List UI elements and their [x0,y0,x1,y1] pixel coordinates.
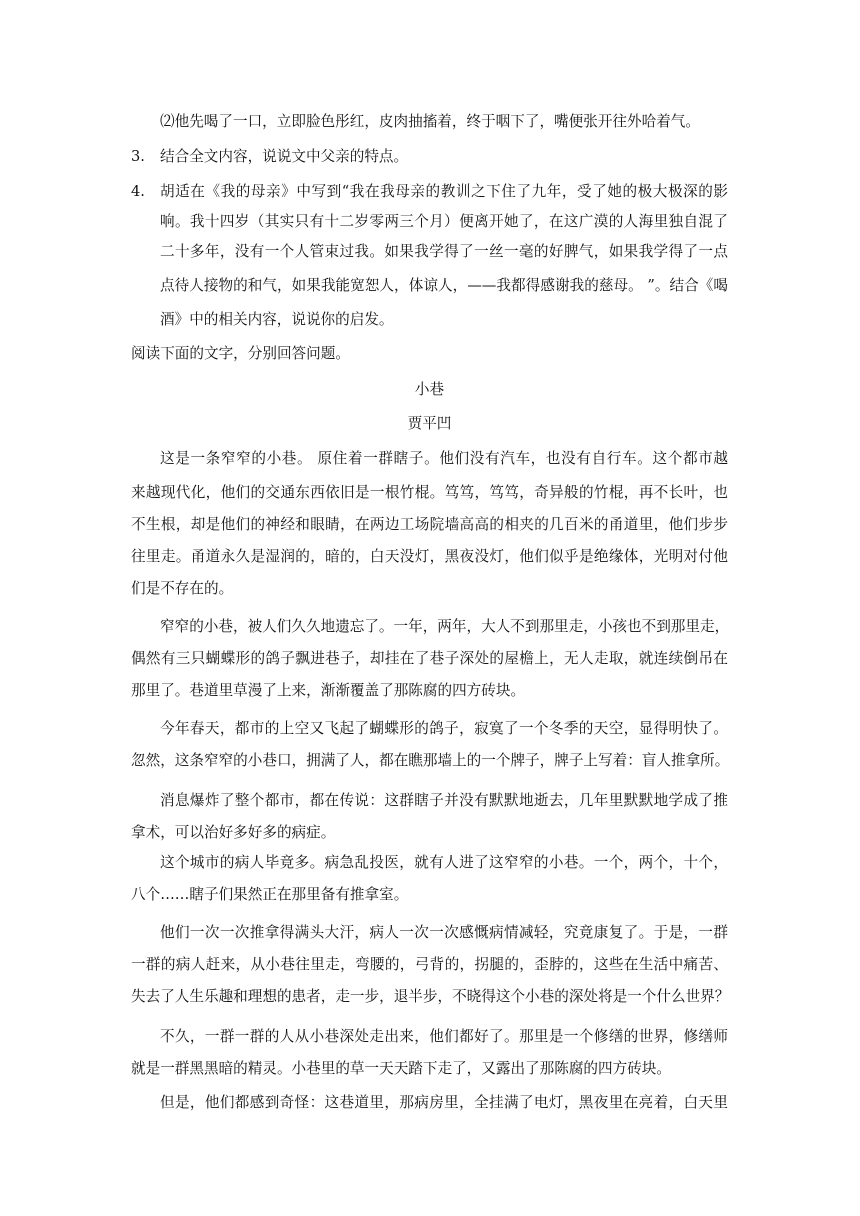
question-number: 4. [131,183,145,200]
paragraph-line: 不久，一群一群的人从小巷深处走出来，他们都好了。那里是一个修缮的世界，修缮师 [160,1028,728,1045]
question-number: 3. [131,148,145,165]
paragraph-line: 消息爆炸了整个都市，都在传说：这群瞎子并没有默默地逝去，几年里默默地学成了推 [160,792,728,809]
paragraph-line: 往里走。甬道永久是湿润的，暗的，白天没灯，黑夜没灯，他们似乎是绝缘体，光明对付他 [131,548,728,565]
paragraph-line: 他们一次一次推拿得满头大汗，病人一次一次感慨病情减轻，究竟康复了。于是，一群 [160,924,728,941]
paragraph-line: 就是一群黑黑暗的精灵。小巷里的草一天天踏下走了，又露出了那陈腐的四方砖块。 [131,1060,671,1077]
question-text: 结合全文内容，说说文中父亲的特点。 [160,148,409,165]
paragraph-line: 窄窄的小巷，被人们久久地遗忘了。一年，两年，大人不到那里走，小孩也不到那里走， [160,618,730,635]
paragraph-line: 不生根，却是他们的神经和眼睛，在两边工场院墙高高的相夹的几百米的甬道里，他们步步 [131,516,728,533]
question-text-line: 胡适在《我的母亲》中写到“我在我母亲的教训之下住了九年，受了她的极大极深的影 [160,183,728,200]
paragraph-line: 八个……瞎子们果然正在那里备有推拿室。 [131,886,409,903]
paragraph-line: 偶然有三只蝴蝶形的鸽子飘进巷子，却挂在了巷子深处的屋檐上，无人走取，就连续倒吊在 [131,650,728,667]
article-author: 贾平凹 [407,415,452,432]
question-text-line: 二十多年，没有一个人管束过我。如果我学得了一丝一毫的好脾气，如果我学得了一点 [160,243,728,260]
article-title: 小巷 [414,381,445,398]
paragraph-line: 但是，他们都感到奇怪：这巷道里，那病房里，全挂满了电灯，黑夜里在亮着，白天里 [160,1094,728,1111]
question-text-line: 点待人接物的和气，如果我能宽恕人，体谅人，——我都得感谢我的慈母。 ”。结合《喝 [160,277,728,294]
paragraph-line: 一群的病人赶来，从小巷往里走，弯腰的，弓背的，拐腿的，歪脖的，这些在生活中痛苦、 [131,956,728,973]
paragraph-line: 们是不存在的。 [131,580,234,597]
paragraph-line: 今年春天，都市的上空又飞起了蝴蝶形的鸽子，寂寞了一个冬季的天空，显得明快了。 [160,720,728,737]
question-text-line: 酒》中的相关内容，说说你的启发。 [160,311,394,328]
paragraph-line: 这个城市的病人毕竟多。病急乱投医，就有人进了这窄窄的小巷。一个，两个，十个， [160,854,728,871]
question-text-line: 响。我十四岁（其实只有十二岁零两三个月）便离开她了，在这广漠的人海里独自混了 [160,213,728,230]
paragraph-line: 拿术，可以治好多好多的病症。 [131,824,336,841]
paragraph-line: 那里了。巷道里草漫了上来，渐渐覆盖了那陈腐的四方砖块。 [131,682,526,699]
paragraph-line: 忽然，这条窄窄的小巷口，拥满了人，都在瞧那墙上的一个牌子，牌子上写着：盲人推拿所。 [131,752,730,769]
paragraph-line: 这是一条窄窄的小巷。 原住着一群瞎子。他们没有汽车，也没有自行车。这个都市越 [160,450,728,467]
paragraph-line: 失去了人生乐趣和理想的患者，走一步，退半步，不晓得这个小巷的深处将是一个什么世界？ [131,988,730,1005]
reading-instruction: 阅读下面的文字，分别回答问题。 [131,345,350,362]
paragraph-line: 来越现代化，他们的交通东西依旧是一根竹棍。笃笃，笃笃，奇异般的竹棍，再不长叶，也 [131,484,728,501]
question-subitem-2: ⑵他先喝了一口，立即脸色彤红，皮肉抽搐着，终于咽下了，嘴便张开往外哈着气。 [160,113,700,130]
